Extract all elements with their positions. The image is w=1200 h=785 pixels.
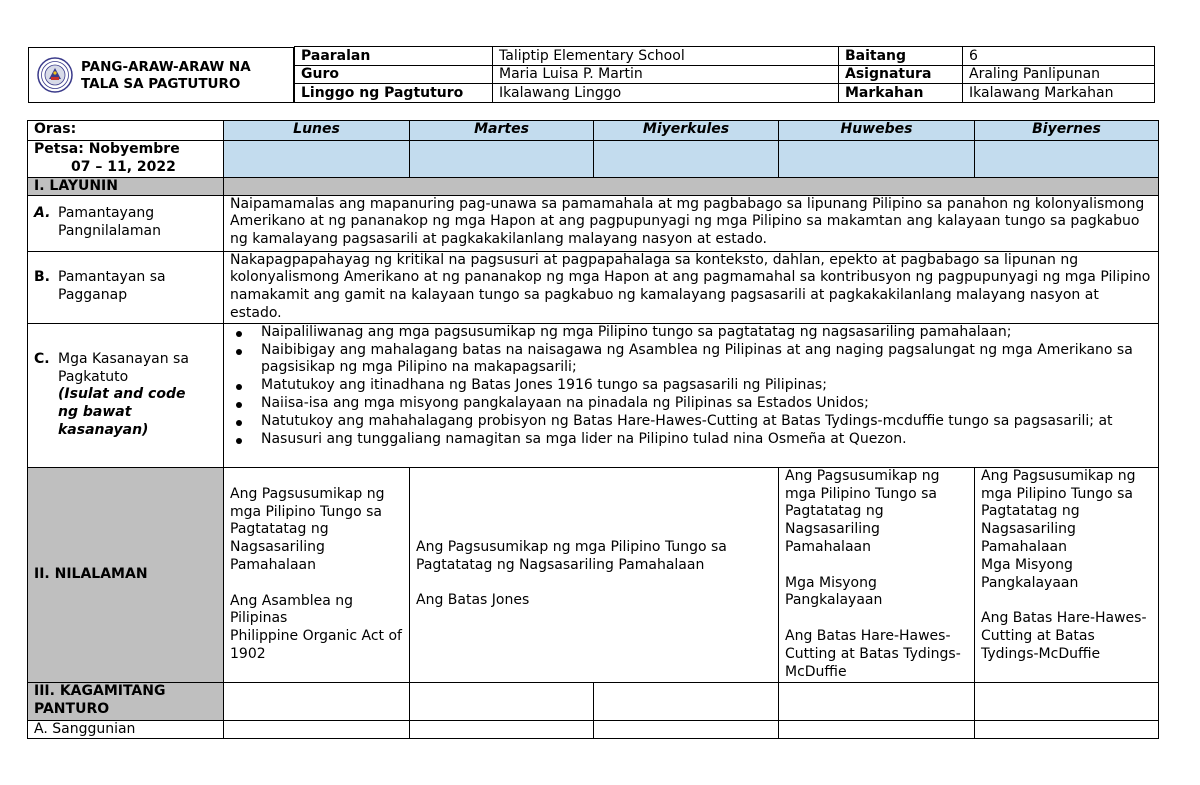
row-b-label (28, 251, 224, 323)
petsa-row (28, 141, 1159, 178)
grade-label: Baitang (839, 47, 963, 66)
list-item: Matutukoy ang itinadhana ng Batas Jones 1916 tungo sa pagsasarili ng Pilipinas; (230, 377, 1152, 395)
row-c-content (224, 323, 1159, 467)
nilalaman-heading: II. NILALAMAN (28, 467, 224, 682)
nilalaman-lunes-p1: Ang Pagsusumikap ng mga Pilipino Tungo sa Pagtatatag ng Nagsasariling Pamahalaan (230, 485, 385, 573)
day-header-martes: Martes (410, 121, 594, 141)
nilalaman-martes-p1: Ang Pagsusumikap ng mga Pilipino Tungo sa Pagtatatag ng Nagsasariling Pamahalaan (416, 538, 727, 573)
nilalaman-row (28, 467, 1159, 682)
days-row (28, 121, 1159, 141)
row-b-content: Nakapagpapahayag ng kritikal na pagsusuri at pagpapahalaga sa konteksto, dahlan, epekto at pagbabago sa lipunan ng kolonyalismong Amerikano at ng pananakop ng mga Hapon at ang pagmamahal sa kontribusyon ng pagpupunyagi ng mga Pilipino namakamit ang gamit na kalayaan tungo sa pagkabuo ng kamalayang pagsasarili at pagkakakilanlang malayang nasyon at estado. (224, 251, 1159, 323)
nilalaman-huwebes (779, 467, 975, 682)
list-item: Nasusuri ang tunggaliang namagitan sa mga lider na Pilipino tulad nina Osmeña at Quezon. (230, 431, 1152, 449)
sanggunian-label: A. Sanggunian (28, 720, 224, 738)
row-c-note-3: kasanayan) (58, 421, 149, 438)
row-c-label-2: Pagkatuto (58, 368, 129, 385)
subject-value: Araling Panlipunan (963, 65, 1155, 84)
kagamitan-heading (28, 682, 224, 720)
layunin-row (28, 177, 1159, 195)
teacher-value: Maria Luisa P. Martin (493, 65, 839, 84)
quarter-value: Ikalawang Markahan (963, 84, 1155, 103)
teacher-label: Guro (295, 65, 493, 84)
row-a-letter: A. (34, 205, 51, 222)
layunin-filler (224, 177, 1159, 195)
day-header-biyernes: Biyernes (975, 121, 1159, 141)
deped-seal-icon (37, 57, 73, 93)
nilalaman-biyernes-p3: Ang Batas Hare-Hawes-Cutting at Batas Tydings-McDuffie (981, 610, 1147, 662)
lesson-plan-table (27, 120, 1159, 739)
info-row-teacher (295, 65, 1155, 84)
nilalaman-martes-p2: Ang Batas Jones (416, 592, 530, 609)
nilalaman-lunes (224, 467, 410, 682)
sanggunian-cell-martes[interactable] (410, 720, 594, 738)
lesson-plan-title-box (28, 47, 294, 103)
kagamitan-line-1: III. KAGAMITANG (34, 682, 166, 699)
petsa-cell-huwebes[interactable] (779, 141, 975, 178)
row-b-letter: B. (34, 269, 50, 286)
sanggunian-cell-biyernes[interactable] (975, 720, 1159, 738)
petsa-cell-miyerkules[interactable] (594, 141, 779, 178)
layunin-heading: I. LAYUNIN (28, 177, 224, 195)
list-item: Naipaliliwanag ang mga pagsusumikap ng mga Pilipino tungo sa pagtatatag ng nagsasariling pamahalaan; (230, 324, 1152, 342)
row-c-label (28, 323, 224, 467)
kagamitan-cell-lunes[interactable] (224, 682, 410, 720)
nilalaman-lunes-p3: Philippine Organic Act of 1902 (230, 628, 402, 662)
list-item: Naiisa-isa ang mga misyong pangkalayaan na pinadala ng Pilipinas sa Estados Unidos; (230, 395, 1152, 413)
kagamitan-cell-biyernes[interactable] (975, 682, 1159, 720)
nilalaman-biyernes-p2: Mga Misyong Pangkalayaan (981, 556, 1079, 591)
subject-label: Asignatura (839, 65, 963, 84)
nilalaman-biyernes (975, 467, 1159, 682)
day-header-huwebes: Huwebes (779, 121, 975, 141)
title-line-2: TALA SA PAGTUTURO (81, 76, 241, 92)
sanggunian-cell-huwebes[interactable] (779, 720, 975, 738)
row-b-label-2: Pagganap (58, 287, 128, 304)
day-header-miyerkules: Miyerkules (594, 121, 779, 141)
list-item: Naibibigay ang mahalagang batas na naisagawa ng Asamblea ng Pilipinas at ang naging pagsalungat ng mga Amerikano sa pagsisikap ng mga Pilipino na makapagsarili; (230, 342, 1152, 378)
row-b-label-1: Pamantayan sa (58, 269, 166, 286)
row-c-note-2: ng bawat (58, 404, 132, 421)
row-a-label-2: Pangnilalaman (58, 223, 161, 240)
sanggunian-row (28, 720, 1159, 738)
row-a-content: Naipamamalas ang mapanuring pag-unawa sa pamamahala at mg pagbabago sa lipunang Pilipino sa panahon ng kolonyalismong Amerikano at ng pananakop ng mga Hapon at ang pagpupunyagi ng mga Pilipino sa makamtan ang kalayaan tungo sa pagkabuo ng kamalayang pagsasarili at pagkakakilanlang malayang nasyon at estado. (224, 195, 1159, 251)
title-line-1: PANG-ARAW-ARAW NA (81, 59, 251, 75)
petsa-cell-martes[interactable] (410, 141, 594, 178)
week-value: Ikalawang Linggo (493, 84, 839, 103)
grade-value: 6 (963, 47, 1155, 66)
kagamitan-cell-huwebes[interactable] (779, 682, 975, 720)
nilalaman-biyernes-p1: Ang Pagsusumikap ng mga Pilipino Tungo sa Pagtatatag ng Nagsasariling Pamahalaan (981, 467, 1136, 555)
day-header-lunes: Lunes (224, 121, 410, 141)
sanggunian-cell-lunes[interactable] (224, 720, 410, 738)
competencies-list (230, 324, 1152, 449)
petsa-cell-lunes[interactable] (224, 141, 410, 178)
row-a (28, 195, 1159, 251)
kagamitan-cell-miyerkules[interactable] (594, 682, 779, 720)
row-c-note-1: (Isulat and code (58, 386, 186, 403)
quarter-label: Markahan (839, 84, 963, 103)
row-c (28, 323, 1159, 467)
kagamitan-row (28, 682, 1159, 720)
nilalaman-huwebes-p3: Ang Batas Hare-Hawes-Cutting at Batas Tydings-McDuffie (785, 627, 961, 680)
petsa-label (28, 141, 224, 178)
kagamitan-line-2: PANTURO (34, 700, 110, 717)
oras-label: Oras: (28, 121, 224, 141)
info-row-school (295, 47, 1155, 66)
nilalaman-lunes-p2: Ang Asamblea ng Pilipinas (230, 592, 354, 627)
info-table (294, 46, 1155, 103)
list-item: Natutukoy ang mahahalagang probisyon ng Batas Hare-Hawes-Cutting at Batas Tydings-mcduffie tungo sa pagsasarili; at (230, 413, 1152, 431)
sanggunian-cell-miyerkules[interactable] (594, 720, 779, 738)
petsa-cell-biyernes[interactable] (975, 141, 1159, 178)
kagamitan-cell-martes[interactable] (410, 682, 594, 720)
row-b (28, 251, 1159, 323)
nilalaman-martes-miyerkules (410, 467, 779, 682)
row-a-label-1: Pamantayang (58, 205, 155, 222)
petsa-line-1: Petsa: Nobyembre (34, 141, 180, 157)
week-label: Linggo ng Pagtuturo (295, 84, 493, 103)
nilalaman-huwebes-p1: Ang Pagsusumikap ng mga Pilipino Tungo sa Pagtatatag ng Nagsasariling Pamahalaan (785, 467, 940, 555)
row-a-label (28, 195, 224, 251)
petsa-line-2: 07 – 11, 2022 (71, 158, 176, 175)
info-row-week (295, 84, 1155, 103)
row-c-letter: C. (34, 350, 50, 367)
school-value: Taliptip Elementary School (493, 47, 839, 66)
school-label: Paaralan (295, 47, 493, 66)
nilalaman-huwebes-p2: Mga Misyong Pangkalayaan (785, 574, 883, 609)
row-c-label-1: Mga Kasanayan sa (58, 350, 189, 367)
